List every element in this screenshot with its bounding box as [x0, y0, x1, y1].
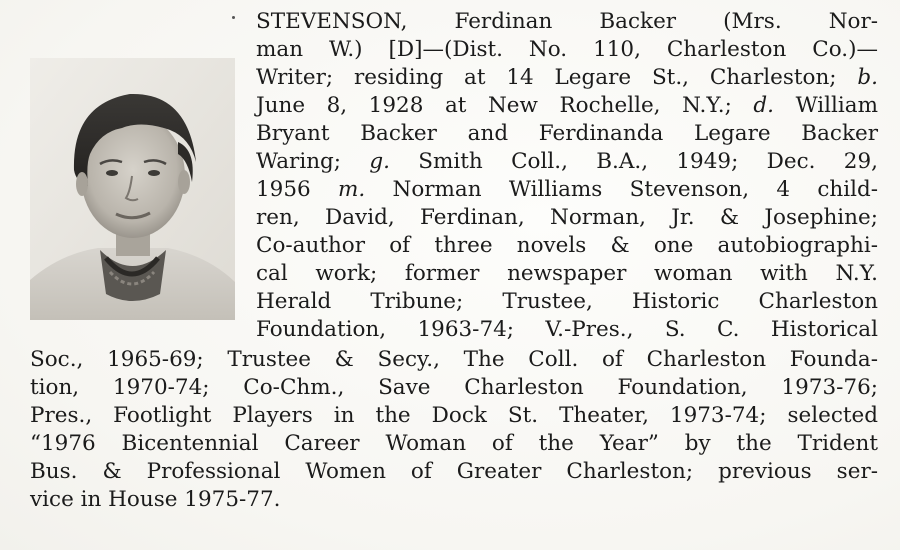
bio-line-8	[256, 206, 878, 230]
bio-line-16-text: “1976 Bicentennial Career Woman of the Year” by the Trident	[30, 431, 878, 456]
bio-line-17	[30, 460, 878, 484]
bio-line-3	[256, 66, 878, 90]
bio-line-6-text: Waring;	[256, 149, 370, 174]
bio-line-13	[30, 348, 878, 372]
bio-line-5-text: Bryant Backer and Ferdinanda Legare Backer	[256, 121, 878, 146]
bio-line-12	[256, 318, 878, 342]
bio-line-14-text: tion, 1970-74; Co-Chm., Save Charleston Foundation, 1973-76;	[30, 375, 878, 400]
bio-line-4-text: June 8, 1928 at New Rochelle, N.Y.;	[256, 93, 754, 118]
bio-line-11-text: Herald Tribune; Trustee, Historic Charleston	[256, 289, 878, 314]
portrait-photo	[30, 58, 235, 320]
bio-line-9-text: Co-author of three novels & one autobiographi-	[256, 233, 878, 258]
bio-line-1	[256, 10, 878, 34]
bio-line-15-text: Pres., Footlight Players in the Dock St. Theater, 1973-74; selected	[30, 403, 878, 428]
bio-line-10-text: cal work; former newspaper woman with N.Y.	[256, 261, 878, 286]
bio-line-6-after: Smith Coll., B.A., 1949; Dec. 29,	[389, 149, 878, 174]
bio-line-16	[30, 432, 878, 456]
bio-line-18	[30, 488, 878, 512]
bio-line-7-text: 1956	[256, 177, 338, 202]
bio-line-2	[256, 38, 878, 62]
bio-line-4-italic: d.	[753, 93, 775, 118]
bio-line-7	[256, 178, 878, 202]
bio-line-3-italic: b.	[857, 65, 878, 90]
bio-line-17-text: Bus. & Professional Women of Greater Charleston; previous ser-	[30, 459, 878, 484]
bio-line-7-italic: m.	[338, 177, 366, 202]
bio-line-8-text: ren, David, Ferdinan, Norman, Jr. & Josephine;	[256, 205, 878, 230]
print-speck	[232, 16, 235, 19]
bio-line-18-text: vice in House 1975-77.	[30, 487, 281, 512]
bio-line-12-text: Foundation, 1963-74; V.-Pres., S. C. Historical	[256, 317, 878, 342]
bio-line-5	[256, 122, 878, 146]
bio-line-6-italic: g.	[369, 149, 390, 174]
bio-line-9	[256, 234, 878, 258]
bio-line-3-text: Writer; residing at 14 Legare St., Charleston;	[256, 65, 858, 90]
bio-line-11	[256, 290, 878, 314]
bio-line-2-text: man W.) [D]—(Dist. No. 110, Charleston Co.)—	[256, 37, 878, 62]
bio-line-6	[256, 150, 878, 174]
bio-line-13-text: Soc., 1965-69; Trustee & Secy., The Coll. of Charleston Founda-	[30, 347, 878, 372]
bio-line-15	[30, 404, 878, 428]
bio-line-10	[256, 262, 878, 286]
bio-line-14	[30, 376, 878, 400]
bio-line-4-after: William	[774, 93, 879, 118]
bio-line-4	[256, 94, 878, 118]
bio-line-7-after: Norman Williams Stevenson, 4 child-	[365, 177, 878, 202]
bio-line-1-text: STEVENSON, Ferdinan Backer (Mrs. Nor-	[256, 9, 878, 34]
